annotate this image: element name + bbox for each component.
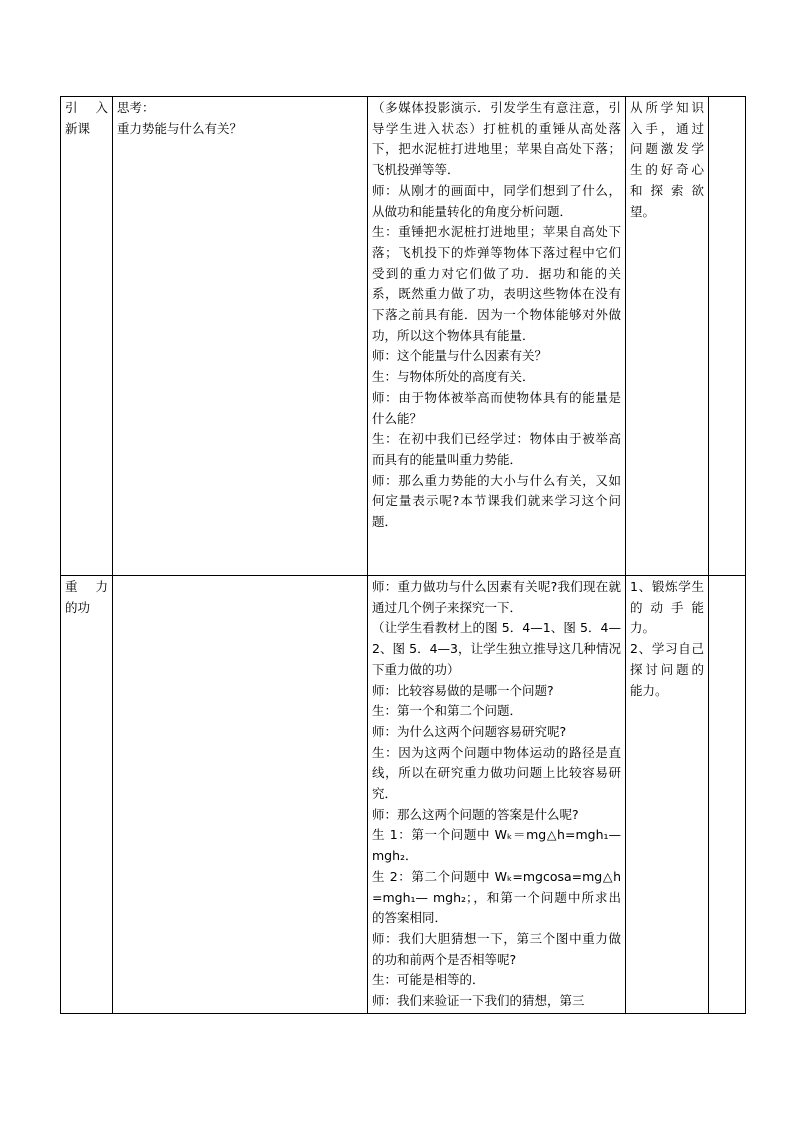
purpose-cell: [626, 576, 709, 1014]
table-row: [61, 97, 746, 576]
activity-paragraph: 生：第一个和第二个问题．: [372, 703, 523, 719]
activity-paragraph: 生：可能是相等的．: [372, 972, 485, 988]
activity-paragraph: （多媒体投影演示．引发学生有意注意，引导学生进入状态）打桩机的重锤从高处落下，把水泥桩打进地里；苹果自高处下落；飞机投弹等等．: [372, 100, 621, 178]
table-row: [61, 576, 746, 1014]
activity-paragraph: 师：那么重力势能的大小与什么有关，又如何定量表示呢?本节课我们就来学习这个问题．: [372, 472, 621, 530]
activity-paragraph: 生 1：第一个问题中 Wₖ＝mg△h=mgh₁—mgh₂．: [372, 827, 621, 864]
purpose-text: 从所学知识入手，通过问题激发学生的好奇心和探索欲望。: [630, 100, 704, 219]
content-line: 重力势能与什么有关？: [117, 120, 243, 136]
content-cell: [113, 576, 368, 1014]
purpose-text: 2、学习自己探讨问题的能力。: [630, 641, 704, 698]
activity-paragraph: 师：那么这两个问题的答案是什么呢?: [372, 806, 579, 822]
activity-paragraph: 师：这个能量与什么因素有关？: [372, 348, 548, 364]
content-line: 思考：: [117, 100, 155, 115]
activity-paragraph: 师：比较容易做的是哪一个问题?: [372, 682, 554, 698]
content-cell: [113, 97, 368, 576]
activity-paragraph: 生：在初中我们已经学过：物体由于被举高而具有的能量叫重力势能．: [372, 431, 621, 467]
activity-paragraph: 生：与物体所处的高度有关．: [372, 369, 535, 385]
lesson-plan-table: [60, 96, 746, 1014]
section-title-line: 新课: [65, 120, 91, 136]
activity-paragraph: 生 2：第二个问题中 Wₖ=mgcosa=mg△h=mgh₁— mgh₂；，和第一个问题中所求出的答案相同．: [372, 868, 621, 926]
purpose-text: 1、锻炼学生的动手能力。: [630, 579, 704, 636]
section-cell: [61, 576, 113, 1014]
section-title-line: 引 入: [65, 100, 108, 115]
activity-paragraph: 师：我们大胆猜想一下，第三个图中重力做的功和前两个是否相等呢?: [372, 930, 621, 967]
section-cell: [61, 97, 113, 576]
purpose-cell: [626, 97, 709, 576]
activity-paragraph: 师：我们来验证一下我们的猜想，第三: [372, 993, 585, 1009]
activity-cell: [368, 576, 626, 1014]
activity-paragraph: 生：重锤把水泥桩打进地里；苹果自高处下落；飞机投下的炸弹等物体下落过程中它们受到的重力对它们做了功．据功和能的关系，既然重力做了功，表明这些物体在没有下落之前具有能．因为一个物体能够对外做功，所以这个物体具有能量．: [372, 224, 621, 343]
activity-paragraph: 师：重力做功与什么因素有关呢?我们现在就通过几个例子来探究一下．: [372, 579, 621, 615]
activity-paragraph: 师：由于物体被举高而使物体具有的能量是什么能？: [372, 389, 621, 426]
section-title-line: 重 力: [65, 579, 108, 594]
empty-cell: [709, 576, 746, 1014]
activity-paragraph: （让学生看教材上的图 5．4—1、图 5．4—2、图 5．4—3，让学生独立推导这几种情况下重力做的功）: [372, 620, 621, 677]
activity-paragraph: 师：从刚才的画面中，同学们想到了什么，从做功和能量转化的角度分析问题．: [372, 182, 621, 219]
activity-paragraph: 生：因为这两个问题中物体运动的路径是直线，所以在研究重力做功问题上比较容易研究．: [372, 744, 621, 802]
activity-paragraph: 师：为什么这两个问题容易研究呢?: [372, 723, 567, 739]
section-title-line: 的功: [65, 599, 91, 615]
activity-cell: [368, 97, 626, 576]
empty-cell: [709, 97, 746, 576]
